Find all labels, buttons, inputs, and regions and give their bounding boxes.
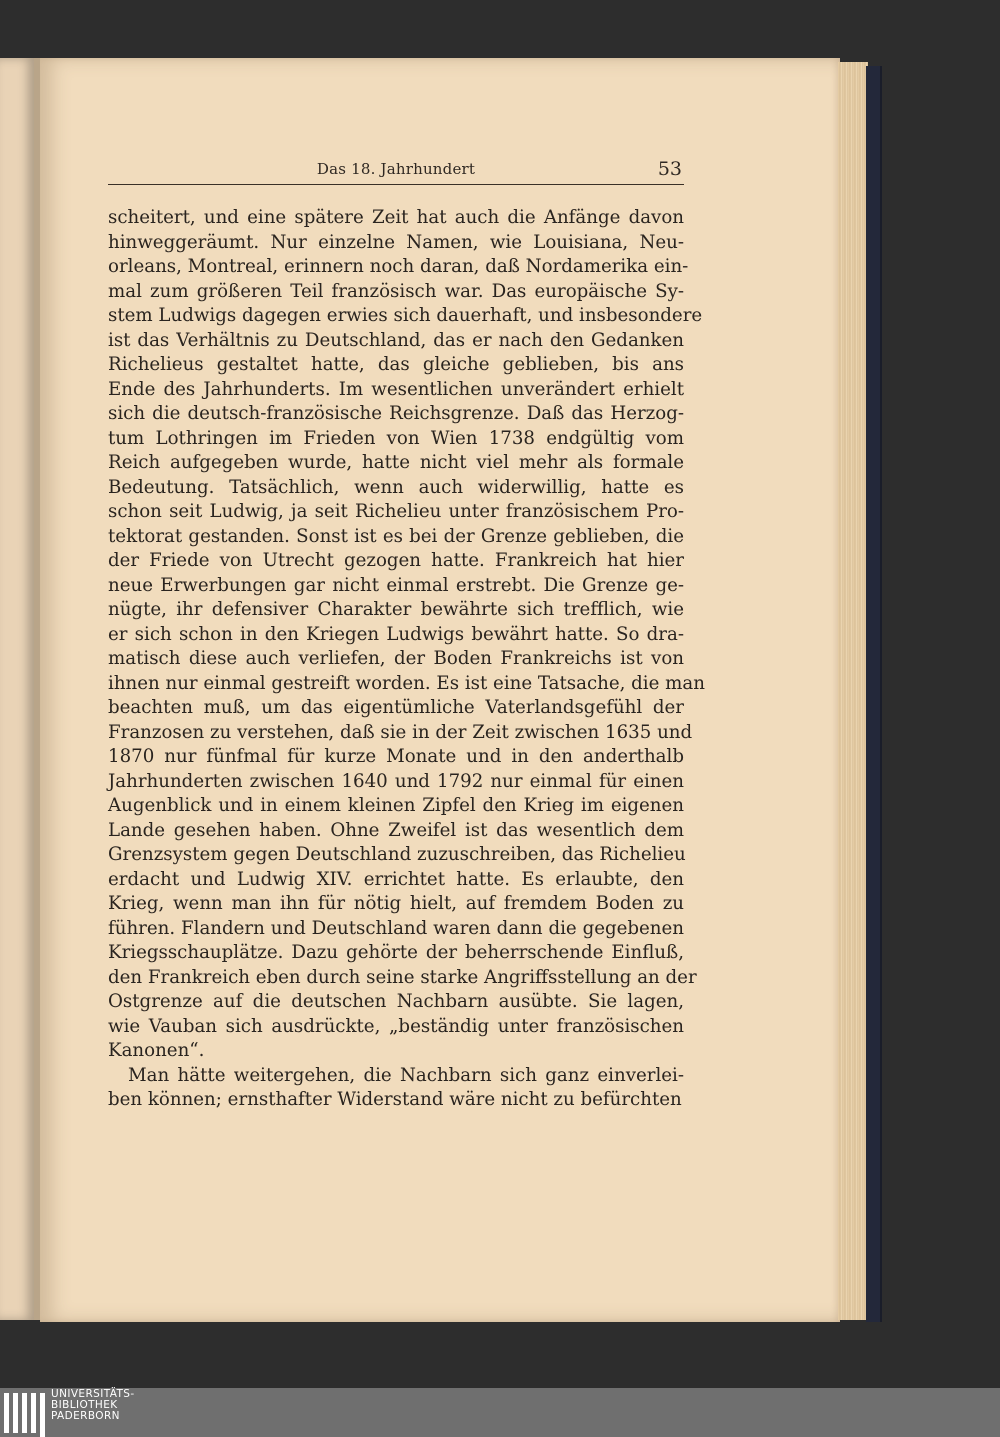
text-line: den Frankreich eben durch seine starke Angriffsstellung an der: [108, 966, 697, 988]
text-line: beachten muß, um das eigentümliche Vaterlandsgefühl der: [108, 697, 684, 718]
text-line: ihnen nur einmal gestreift worden. Es ist eine Tatsache, die man: [108, 672, 705, 694]
text-line: Ostgrenze auf die deutschen Nachbarn ausübte. Sie lagen,: [108, 991, 684, 1012]
text-line: tektorat gestanden. Sonst ist es bei der Grenze geblieben, die: [108, 525, 684, 547]
text-line: ben können; ernsthafter Widerstand wäre nicht zu befürchten: [108, 1089, 682, 1110]
text-line: hinweggeräumt. Nur einzelne Namen, wie Louisiana, Neu-: [108, 231, 684, 253]
text-line: Kanonen“.: [108, 1040, 205, 1061]
library-logo-text: [51, 1389, 135, 1422]
page-edges: [838, 62, 868, 1320]
body-text: [108, 206, 705, 1113]
text-line: wie Vauban sich ausdrückte, „beständig unter französischen: [108, 1015, 684, 1037]
text-line: Jahrhunderten zwischen 1640 und 1792 nur einmal für einen: [108, 770, 684, 792]
text-line: erdacht und Ludwig XIV. errichtet hatte. Es erlaubte, den: [108, 868, 684, 890]
page-number: 53: [657, 158, 682, 180]
text-line: scheitert, und eine spätere Zeit hat auch die Anfänge davon: [108, 207, 684, 228]
text-line: nügte, ihr defensiver Charakter bewährte sich trefflich, wie: [108, 599, 684, 620]
text-line: matisch diese auch verliefen, der Boden Frankreichs ist von: [108, 648, 684, 669]
text-line: führen. Flandern und Deutschland waren dann die gegebenen: [108, 917, 684, 939]
text-line: Franzosen zu verstehen, daß sie in der Zeit zwischen 1635 und: [108, 721, 693, 743]
text-line: Ende des Jahrhunderts. Im wesentlichen unverändert erhielt: [108, 378, 684, 400]
running-head: [108, 158, 684, 185]
logo-line-3: PADERBORN: [51, 1410, 120, 1422]
book-cover-edge: [866, 66, 882, 1322]
library-bars-icon: [4, 1393, 44, 1433]
text-line: Krieg, wenn man ihn für nötig hielt, auf fremdem Boden zu: [108, 893, 684, 914]
text-line: Kriegsschauplätze. Dazu gehörte der beherrschende Einfluß,: [108, 942, 684, 963]
text-line: er sich schon in den Kriegen Ludwigs bewährt hatte. So dra-: [108, 623, 684, 645]
text-line: schon seit Ludwig, ja seit Richelieu unter französischem Pro-: [108, 501, 684, 522]
text-line: orleans, Montreal, erinnern noch daran, daß Nordamerika ein-: [108, 256, 689, 277]
text-line: Bedeutung. Tatsächlich, wenn auch widerwillig, hatte es: [108, 476, 684, 498]
text-line: Richelieus gestaltet hatte, das gleiche geblieben, bis ans: [108, 354, 684, 375]
text-line: der Friede von Utrecht gezogen hatte. Frankreich hat hier: [108, 550, 684, 571]
text-line: tum Lothringen im Frieden von Wien 1738 endgültig vom: [108, 427, 684, 449]
logo-line-2: BIBLIOTHEK: [51, 1399, 118, 1411]
text-line: stem Ludwigs dagegen erwies sich dauerhaft, und insbesondere: [108, 305, 703, 326]
text-line: sich die deutsch-französische Reichsgrenze. Daß das Herzog-: [108, 403, 684, 424]
text-line: Augenblick und in einem kleinen Zipfel den Krieg im eigenen: [108, 795, 684, 816]
text-line: 1870 nur fünfmal für kurze Monate und in den anderthalb: [108, 746, 684, 767]
facing-page-edge: [0, 58, 34, 1320]
text-line: neue Erwerbungen gar nicht einmal erstrebt. Die Grenze ge-: [108, 574, 684, 596]
text-line: Man hätte weitergehen, die Nachbarn sich ganz einverlei-: [128, 1064, 684, 1086]
running-title: Das 18. Jahrhundert: [316, 160, 476, 178]
text-line: mal zum größeren Teil französisch war. Das europäische Sy-: [108, 280, 684, 302]
text-line: ist das Verhältnis zu Deutschland, das er nach den Gedanken: [108, 329, 684, 351]
logo-line-1: UNIVERSITÄTS-: [51, 1388, 135, 1400]
footer-bar: [0, 1388, 1000, 1437]
text-line: Grenzsystem gegen Deutschland zuzuschreiben, das Richelieu: [108, 844, 686, 865]
text-line: Lande gesehen haben. Ohne Zweifel ist das wesentlich dem: [108, 819, 684, 841]
text-line: Reich aufgegeben wurde, hatte nicht viel mehr als formale: [108, 452, 684, 473]
